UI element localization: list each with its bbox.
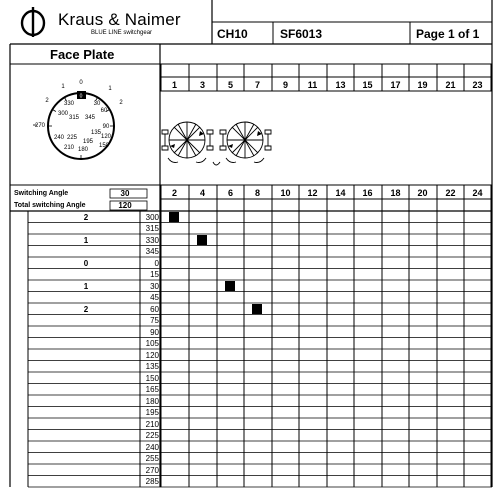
terminal-top-15: 15 xyxy=(362,80,373,90)
svg-text:195: 195 xyxy=(82,139,94,145)
dial-pos-2-right: 2 xyxy=(119,100,123,106)
terminal-bottom-20: 20 xyxy=(417,188,428,198)
svg-text:210: 210 xyxy=(63,145,75,151)
row-angle: 165 xyxy=(145,385,159,394)
row-angle: 105 xyxy=(145,339,159,348)
switching-angle-value: 30 xyxy=(120,189,130,198)
row-angle: 195 xyxy=(145,408,159,417)
svg-text:315: 315 xyxy=(68,115,80,121)
terminal-top-19: 19 xyxy=(417,80,428,90)
row-angle: 225 xyxy=(145,431,159,440)
row-angle: 210 xyxy=(145,419,159,429)
terminal-bottom-24: 24 xyxy=(472,188,483,198)
terminal-bottom-16: 16 xyxy=(362,188,373,198)
terminal-top-11: 11 xyxy=(307,80,318,90)
row-angle: 30 xyxy=(150,281,159,291)
terminal-bottom-2: 2 xyxy=(171,188,177,198)
terminal-top-13: 13 xyxy=(335,80,346,90)
row-angle: 90 xyxy=(150,327,159,337)
terminal-bottom-14: 14 xyxy=(335,188,346,198)
svg-text:150: 150 xyxy=(98,143,110,149)
row-position: 1 xyxy=(83,235,89,245)
row-angle: 240 xyxy=(145,442,159,452)
terminal-top-9: 9 xyxy=(282,80,288,90)
dial-pos-0: 0 xyxy=(79,80,83,86)
model-code: CH10 xyxy=(217,27,248,41)
row-angle: 120 xyxy=(145,350,159,360)
row-angle: 270 xyxy=(145,465,159,475)
svg-text:345: 345 xyxy=(84,115,96,121)
svg-text:60: 60 xyxy=(100,108,108,114)
terminal-top-1: 1 xyxy=(171,80,177,90)
terminal-top-5: 5 xyxy=(227,80,233,90)
svg-text:180: 180 xyxy=(77,147,89,153)
svg-text:135: 135 xyxy=(90,130,102,136)
row-position: 1 xyxy=(83,281,89,291)
svg-text:0: 0 xyxy=(79,93,83,100)
row-angle: 60 xyxy=(150,304,159,314)
brand-name: Kraus & Naimer xyxy=(58,10,181,29)
row-angle: 75 xyxy=(150,316,159,325)
terminal-top-21: 21 xyxy=(445,80,456,90)
terminal-bottom-4: 4 xyxy=(199,188,205,198)
row-angle: 45 xyxy=(150,293,159,302)
svg-text:90: 90 xyxy=(102,124,110,130)
terminal-top-23: 23 xyxy=(472,80,483,90)
row-angle: 255 xyxy=(145,454,159,463)
svg-text:240: 240 xyxy=(53,135,65,141)
dial-pos-1-left: 1 xyxy=(61,84,65,90)
page-indicator: Page 1 of 1 xyxy=(416,27,480,41)
svg-text:30: 30 xyxy=(93,101,101,107)
svg-text:300: 300 xyxy=(57,111,69,117)
row-angle: 315 xyxy=(145,224,159,233)
terminal-bottom-22: 22 xyxy=(445,188,456,198)
row-angle: 15 xyxy=(150,270,159,279)
terminal-top-3: 3 xyxy=(199,80,205,90)
dial-angle-270: 270 xyxy=(34,123,46,129)
row-angle: 300 xyxy=(145,212,159,222)
brand-tagline: BLUE LINE switchgear xyxy=(91,30,153,36)
terminal-bottom-8: 8 xyxy=(254,188,260,198)
face-plate-title: Face Plate xyxy=(50,47,115,62)
program-code: SF6013 xyxy=(280,27,323,41)
total-switching-angle-value: 120 xyxy=(118,201,132,210)
row-angle: 180 xyxy=(145,396,159,406)
terminal-top-7: 7 xyxy=(254,80,260,90)
svg-text:330: 330 xyxy=(63,101,75,107)
row-angle: 330 xyxy=(145,235,159,245)
svg-text:225: 225 xyxy=(66,135,78,141)
terminal-bottom-12: 12 xyxy=(307,188,318,198)
dial-pos-2-left: 2 xyxy=(45,98,49,104)
dial-pos-1-right: 1 xyxy=(108,86,112,92)
row-position: 0 xyxy=(83,258,89,268)
terminal-bottom-18: 18 xyxy=(390,188,401,198)
terminal-bottom-6: 6 xyxy=(227,188,233,198)
row-angle: 135 xyxy=(145,362,159,371)
svg-text:120: 120 xyxy=(100,134,112,140)
terminal-top-17: 17 xyxy=(390,80,401,90)
switching-angle-label: Switching Angle xyxy=(14,190,69,197)
row-angle: 345 xyxy=(145,247,159,256)
row-angle: 150 xyxy=(145,373,159,383)
row-angle: 0 xyxy=(154,258,159,268)
terminal-bottom-10: 10 xyxy=(280,188,291,198)
row-angle: 285 xyxy=(145,477,159,486)
row-position: 2 xyxy=(83,212,89,222)
row-position: 2 xyxy=(83,304,89,314)
total-switching-angle-label: Total switching Angle xyxy=(14,202,86,209)
